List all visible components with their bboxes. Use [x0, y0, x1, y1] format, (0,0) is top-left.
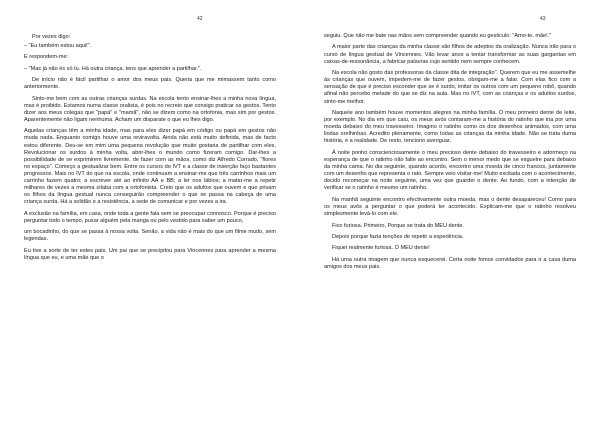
paragraph: Aquelas crianças têm a minha idade, mas para eles dizer papá em código ou papá em gestos não muda nada. Enquanto comigo houve uma reviravolta. Ainda não está muito definida, mas de facto estou diferente. Deu-se em mim uma pequena revolução que muito gostaria de partilhar com eles. Revolucionar os surdos à minha volta, abrir-lhes o mundo como fizeram comigo. Dar-lhes a possibilidade de se exprimirem livremente, de fazer com as mãos, como diz Alfredo Corrado, "flores no espaço". Começo a gestualizar bem. Entre os cursos do IVT e a classe de inserção faço bastantes progressos. Mais no IVT do que na escola, onde continuam a ensinar-me que três carrinhos mais um carrinho fazem quatro; a escrever até ao infinito AA e BB; a ler nos lábios; a matar-me a repetir milhares de vezes a mesma sílaba com a ortofonista. Creio que os adultos que ouvem e que privam os filhos da língua gestual nunca conseguirão compreender o que se passa na cabeça de uma criança surda. Há a solidão e a resistência, a sede de comunicar e por vezes a ira. [24, 128, 276, 206]
page-number: 42 [197, 16, 203, 22]
paragraph: Fiquei realmente furiosa. O MEU dente! [332, 245, 430, 252]
paragraph: Por vezes digo: [32, 34, 71, 40]
paragraph: A exclusão na família, em casa, onde toda a gente fala sem se preocupar connosco. Porque é preciso perguntar todo o tempo, puxar alguém pela manga ou pelo vestido para saber um pouco, [24, 210, 276, 224]
page-text [24, 34, 276, 267]
page-number: 43 [540, 16, 546, 22]
paragraph: Fico furiosa. Primeiro, Porque se trata do MEU dente. [332, 222, 464, 229]
paragraph: Naquele ano também houve momentos alegres na minha família. O meu primeiro dente de leite, por exemplo. No dia em que caiu, os meus avós contaram-me a história do ratinho que iria por uma moeda debaixo do meu travesseiro. Imagino o ratinho como os dos desenhos animados, com uma lindas orelhinhas. Acredito plenamente, como todas as crianças da minha idade. Não se trata duma história, é a realidade. De resto, tenciono averiguar. [324, 110, 576, 145]
paragraph: A maior parte das crianças da minha classe são filhos de adeptos da oralização. Nunca irão para o curso de língua gestual de Vincennes. Vão levar anos a tentar transformar as suas gargantas em caixas-de-ressonância, a fabricar palavras cujo sentido nem sempre conhecem. [324, 44, 576, 65]
paragraph: Na manhã seguinte encontro efectivamente outra moeda, mas o dente desapareceu! Como para os meus avós a perguntar o que poderá ter acontecido. Explicam-me que o ratinho resolveu simplesmente levá-lo com ele. [324, 196, 576, 218]
right-page [300, 0, 600, 424]
paragraph: Depois porque fazia tenções de repetir a experiência. [332, 233, 464, 240]
page-text [324, 33, 576, 276]
paragraph: Na escola não gosto das professoras da classe dita de integração". Querem que eu me assemelhe às crianças que ouvem, impedem-me de fazer gestos, obrigam-me a falar. Com elas fico com a sensação de que é preciso esconder que se é surdo, imitar os outros com um pequeno robô, quando afinal não percebo metade do que se diz na aula. Mas no IVT, com as crianças e os adultos surdos, sinto-me melhor. [324, 70, 576, 105]
paragraph: Há uma outra imagem que nunca esquecerei. Certa noite fomos convidados para ir a casa duma amigos dos meus pais. [324, 256, 576, 271]
paragraph: Sinto-me bem com as outras crianças surdas. Na escola tento ensinar-lhes a minha nova língua, mas é proibido. Estamos numa classe oralista, é pois no recreio que consigo praticar os gestos. Tento dizer aos meus colegas que "papá" e "mamã", não se dizem como na ortofonia, mas sim por gestos. Aparentemente não ligam nenhuma. Acham um disparate o que eu lhes digo. [24, 95, 276, 123]
paragraph: De início não é fácil partilhar o amor dos meus pais. Queria que me mimassem tanto como anteriormente. [24, 77, 276, 91]
paragraph: – "Eu também estou aqui!". [24, 42, 92, 49]
paragraph: À noite ponho conscienciosamente o meu precioso dente debaixo do travesseiro e adormeço na esperança de que o ratinho não falte ao encontro. Sem o menor medo que se esgueire para debaixo da minha cama. No dia seguinte, quando acordo, encontro uma moeda de cinco francos, juntamente com um desenho que representa o rato. Sempre veio visitar-me! Muito excitada com o acontecimento, decido recomeçar na noite seguinte, uma vez que guardei o dente. Ao fundo, com a intenção de verificar se o ratinho é mesmo um ratinho. [324, 149, 576, 192]
paragraph: um bocadinho, do que se passa à nossa volta. Senão, a vida não é mais do que um filme mudo, sem legendas. [24, 229, 276, 243]
paragraph: Eu tive a sorte de ter estes pais. Um pai que se precipitou para Vincennes para aprender a mesma língua que eu, e uma mãe que o [24, 247, 276, 262]
paragraph: seguiu. Que não me bate nas mãos sem compreender quando eu gesticulo: "Amo-te, mãe!." [324, 33, 552, 39]
paragraph: – "Mas já não és só tu. Há outra criança, tens que aprender a partilhar.". [24, 65, 202, 72]
paragraph: E respondem-me: [24, 54, 69, 61]
